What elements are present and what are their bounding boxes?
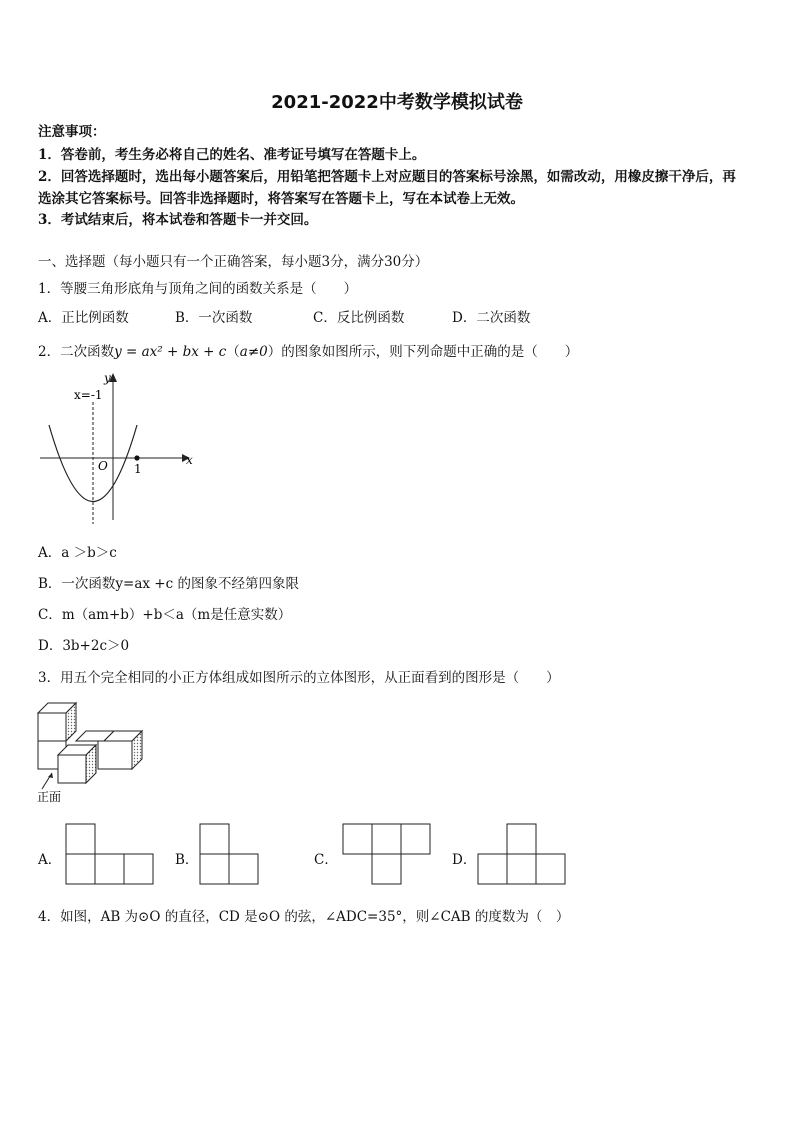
- cubes-figure: [34, 697, 146, 807]
- grid-square: [343, 824, 372, 854]
- q1-option-c: C．反比例函数: [313, 310, 405, 326]
- grid-square: [536, 854, 565, 884]
- question-1-stem: 1．等腰三角形底角与顶角之间的函数关系是（ ）: [38, 281, 358, 297]
- grid-square: [200, 854, 229, 884]
- origin-label: O: [98, 459, 108, 473]
- grid-square: [66, 824, 95, 854]
- grid-square: [66, 854, 95, 884]
- y-label: y: [104, 371, 111, 385]
- grid-square: [95, 854, 124, 884]
- grid-square: [478, 854, 507, 884]
- q2-option-c: C．m（am+b）+b＜a（m是任意实数）: [38, 607, 292, 623]
- grid-square: [229, 854, 258, 884]
- parabola-graph: [36, 368, 201, 528]
- grid-square: [200, 824, 229, 854]
- q2-stem-prefix: 2．二次函数: [38, 344, 115, 360]
- q3-option-c-label: C．: [314, 852, 338, 868]
- grid-square: [124, 854, 153, 884]
- notice-heading: 注意事项：: [38, 124, 106, 140]
- q1-option-a: A．正比例函数: [38, 310, 129, 326]
- q1-option-b: B．一次函数: [175, 310, 253, 326]
- q3-option-d-label: D．: [452, 852, 477, 868]
- notice-item: 2．回答选择题时，选出每小题答案后，用铅笔把答题卡上对应题目的答案标号涂黑，如需改动，用橡皮擦干净后，再: [38, 169, 736, 185]
- q2-condition: a≠0: [239, 344, 268, 360]
- q3-option-a-figure: [64, 822, 156, 886]
- q2-formula: y = ax² + bx + c: [114, 344, 227, 360]
- cube-front-face: [58, 755, 86, 783]
- page-title: 2021-2022中考数学模拟试卷: [271, 92, 523, 113]
- notice-item: 1．答卷前，考生务必将自己的姓名、准考证号填写在答题卡上。: [38, 147, 426, 163]
- grid-square: [401, 824, 430, 854]
- front-label: 正面: [37, 790, 62, 804]
- symmetry-label: x=-1: [74, 388, 103, 402]
- point-one: [134, 455, 139, 460]
- section-heading: 一、选择题（每小题只有一个正确答案，每小题3分，满分30分）: [38, 254, 429, 270]
- q2-stem-suffix: ）的图象如图所示，则下列命题中正确的是（ ）: [267, 344, 579, 360]
- cube-front-face: [98, 741, 132, 769]
- q2-option-a: A．a ＞b＞c: [38, 545, 117, 561]
- grid-square: [507, 854, 536, 884]
- grid-square: [372, 824, 401, 854]
- q2-option-d: D．3b+2c＞0: [38, 638, 130, 654]
- question-2-stem: [38, 340, 578, 360]
- q3-option-d-figure: [476, 822, 568, 886]
- notice-item: 3．考试结束后，将本试卷和答题卡一并交回。: [38, 212, 318, 228]
- grid-square: [507, 824, 536, 854]
- q3-option-b-figure: [198, 822, 262, 886]
- q2-option-b: B．一次函数y=ax +c 的图象不经第四象限: [38, 576, 299, 592]
- notice-item: 选涂其它答案标号。回答非选择题时，将答案写在答题卡上，写在本试卷上无效。: [38, 191, 524, 207]
- front-arrow-head: [48, 773, 53, 778]
- question-4-stem: 4．如图，AB 为⊙O 的直径，CD 是⊙O 的弦，∠ADC=35°，则∠CAB 的度数为（ ）: [38, 909, 570, 925]
- q1-option-d: D．二次函数: [452, 310, 531, 326]
- cube-front-face: [38, 713, 66, 741]
- x-label: x: [186, 453, 193, 467]
- q3-option-c-figure: [341, 822, 435, 886]
- question-3-stem: 3．用五个完全相同的小正方体组成如图所示的立体图形，从正面看到的图形是（ ）: [38, 670, 560, 686]
- q3-option-b-label: B．: [175, 852, 199, 868]
- q2-stem-mid: （: [226, 344, 240, 360]
- q3-option-a-label: A．: [38, 852, 62, 868]
- point-label: 1: [134, 462, 142, 476]
- grid-square: [372, 854, 401, 884]
